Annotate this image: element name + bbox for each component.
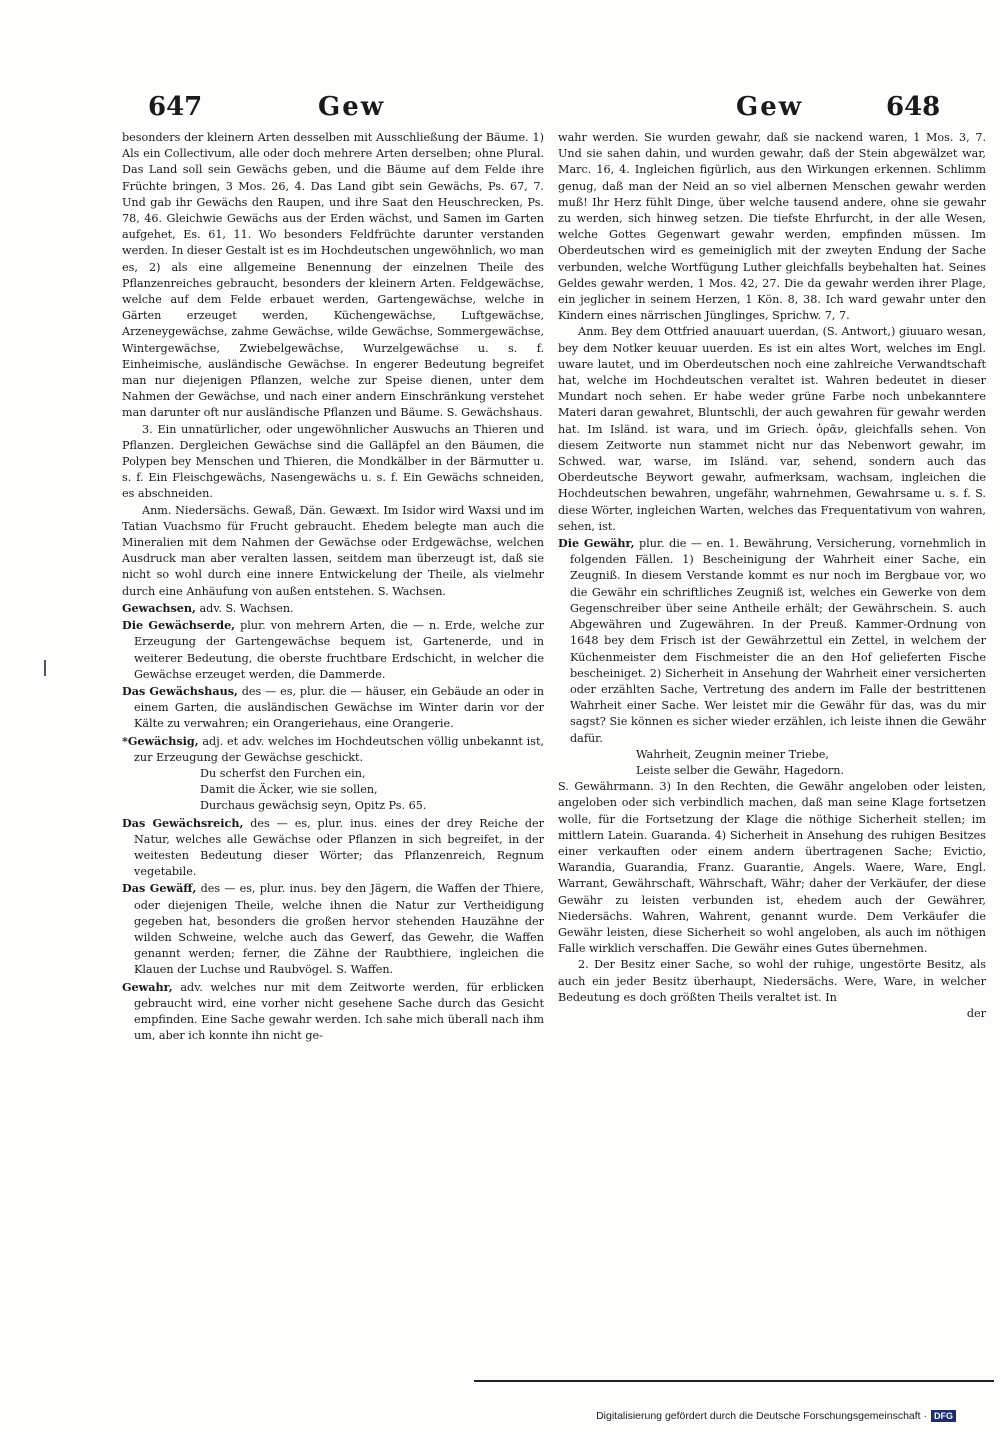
verse-line: Damit die Äcker, wie sie sollen, xyxy=(200,783,378,797)
verse-line: Du scherfst den Furchen ein, xyxy=(200,766,366,780)
verse-quote xyxy=(558,747,986,779)
margin-mark xyxy=(44,660,46,676)
entry-lemma: Das Gewächsreich, xyxy=(122,815,244,830)
entry-definition: plur. die — en. 1. Bewährung, Versicherung, vornehmlich in folgenden Fällen. 1) Bescheinigung der Wahrheit einer Sache, ein Zeugniß. In diesem Verstande kommt es nur noch im Bergbaue vor, wo die Gewähr ein schriftliches Zeugniß ist, welches ein Gewerke von dem Gegenschreiber über seine Antheile erhält; der Gewährschein. S. auch Abgewähren und Zugewähren. In der Preuß. Kammer-Ordnung von 1648 bey dem Frisch ist der Gewährzettul ein Zettel, in welchem der Küchenmeister dem Fischmeister die an den Hof gelieferten Fische bescheiniget. 2) Sicherheit in Ansehung der Wahrheit einer versicherten oder erzählten Sache, Vertretung des andern im Falle der bestrittenen Wahrheit einer Sache. Wer leistet mir die Gewähr für das, was du mir sagst? Sie können es sicher wieder erzählen, ich leiste ihnen die Gewähr dafür. xyxy=(570,537,987,745)
catchword: der xyxy=(966,1006,986,1020)
text-paragraph: Anm. Bey dem Ottfried anauuart uuerdan, (S. Antwort,) giuuaro wesan, bey dem Notker keuuar uuerden. Es ist ein altes Wort, welches im Engl. uware lautet, und im Oberdeutschen noch eine zahlreiche Verwandtschaft hat, welche im Hochdeutschen veraltet ist. Wahren bedeutet in dieser Mundart noch sehen. Er habe weder grüne Farbe noch unbekanntere Materi daran gewahret, Bluntschli, der auch gewahren für gewahr werden hat. Im Isländ. ist wara, und im Griech. ὁρᾶν, gleichfalls sehen. Von diesem Zeitworte nun stammet nicht nur das Nebenwort gewahr, im Schwed. war, warse, im Isländ. var, sehend, sondern auch das Oberdeutsche Beywort gewahr, aufmerksam, wachsam, ingleichen die Hochdeutschen bewahren, ungefähr, wahrnehmen, Gewahrsame u. s. f. S. diese Wörter, ingleichen Warten, welches das Frequentativum von wahren, sehen, ist. xyxy=(558,325,986,533)
entry-lemma: Das Gewäff, xyxy=(122,881,197,896)
footer-credit: Digitalisierung gefördert durch die Deutsche Forschungsgemeinschaft · xyxy=(596,1410,927,1422)
text-paragraph: 2. Der Besitz einer Sache, so wohl der ruhige, ungestörte Besitz, als auch ein jeder Besitz überhaupt, Niedersächs. Were, Ware, in welcher Bedeutung es doch größten Theils veraltet ist. In xyxy=(558,958,986,1004)
entry-definition: adv. welches nur mit dem Zeitworte werden, für erblicken gebraucht wird, eine vorher nicht gesehene Sache durch das Gesicht empfinden. Eine Sache gewahr werden. Ich sahe mich überall nach ihm um, aber ich konnte ihn nicht ge- xyxy=(134,980,544,1043)
entry-definition: des — es, plur. inus. eines der drey Reiche der Natur, welches alle Gewächse oder Pflanzen in sich begreifet, in der weitesten Bedeutung dieser Wörter; das Pflanzenreich, Regnum vegetabile. xyxy=(134,816,544,879)
entry-lemma: Gewachsen, xyxy=(122,600,196,615)
verse-quote xyxy=(122,766,544,815)
left-page-number: 647 xyxy=(148,92,203,122)
text-paragraph: besonders der kleinern Arten desselben mit Ausschließung der Bäume. 1) Als ein Collectivum, alle oder doch mehrere Arten derselben; ohne Plural. Das Land soll sein Gewächs geben, und die Bäume auf dem Felde ihre Früchte bringen, 3 Mos. 26, 4. Das Land gibt sein Gewächs, Ps. 67, 7. Und gab ihr Gewächs den Raupen, und ihre Saat den Heuschrecken, Ps. 78, 46. Gleichwie Gewächs aus der Erden wächst, und Samen im Garten aufgehet, Es. 61, 11. Wo besonders Feldfrüchte darunter verstanden werden. In dieser Gestalt ist es im Hochdeutschen ungewöhnlich, wo man es, 2) als eine allgemeine Benennung der einzelnen Theile des Pflanzenreiches gebraucht, besonders der kleinern Arten. Feldgewächse, welche auf dem Felde erbauet werden, Gartengewächse, welche in Gärten erzeuget werden, Küchengewächse, Luftgewächse, Arzeneygewächse, zahme Gewächse, wilde Gewächse, Sommergewächse, Wintergewächse, Zwiebelgewächse, Wurzelgewächse u. s. f. Einheimische, ausländische Gewächse. In engerer Bedeutung begreifet man nur diejenigen Pflanzen, welche zur Speise dienen, unter dem Nahmen der Gewächse, und nach einer andern Einschränkung verstehet man darunter oft nur ausländische Pflanzen und Bäume. S. Gewächshaus. xyxy=(122,131,544,420)
entry-definition: des — es, plur. inus. bey den Jägern, die Waffen der Thiere, oder diejenigen Theile, welche ihnen die Natur zur Vertheidigung gegeben hat, besonders die großen hervor stehenden Hauzähne der wilden Schweine, welche auch das Gewerf, das Gewehr, die Waffen genannt werden; ferner, die Zähne der Raubthiere, ingleichen die Klauen der Luchse und Raubvögel. S. Waffen. xyxy=(134,882,544,977)
text-paragraph: 3. Ein unnatürlicher, oder ungewöhnlicher Auswuchs an Thieren und Pflanzen. Dergleichen Gewächse sind die Galläpfel an den Bäumen, die Polypen bey Menschen und Thieren, die Mondkälber in der Bärmutter u. s. f. Ein Fleischgewächs, Nasengewächs u. s. f. Ein Gewächs schneiden, es abschneiden. xyxy=(122,422,544,501)
entry-lemma: Gewahr, xyxy=(122,979,173,994)
entry-lemma: Die Gewähr, xyxy=(558,536,635,551)
dictionary-entry xyxy=(122,600,544,617)
entry-definition: plur. von mehrern Arten, die — n. Erde, welche zur Erzeugung der Gartengewächse bequem ist, Gartenerde, und in weiterer Bedeutung, die oberste fruchtbare Erdschicht, in welcher die Gewächse erzeuget werden, die Dammerde. xyxy=(134,619,545,681)
dictionary-entry xyxy=(558,535,986,747)
text-paragraph: S. Gewährmann. 3) In den Rechten, die Gewähr angeloben oder leisten, angeloben oder sich verbindlich machen, daß man seine Klage fortsetzen wolle, für die Fortsetzung der Klage die nöthige Sicherheit stellen; im mittlern Latein. Guaranda. 4) Sicherheit in Ansehung des ruhigen Besitzes einer verkauften oder einem andern übertragenen Sache; Evictio, Warandia, Guarandia, Franz. Guarantie, Angels. Waere, Ware, Engl. Warrant, Gewährschaft, Währschaft, Währ; daher der Verkäufer, der diese Gewähr zu leisten verbunden ist, ehedem auch der Gewährer, Niedersächs. Wahren, Wahrent, genannt wurde. Dem Verkäufer die Gewähr leisten, diese Sicherheit so wohl angeloben, als auch im nöthigen Falle wirklich verschaffen. Die Gewähr eines Gutes übernehmen. xyxy=(558,780,986,956)
footer-rule xyxy=(474,1380,994,1382)
dictionary-entry xyxy=(122,617,544,683)
entry-lemma: Die Gewächserde, xyxy=(122,618,236,633)
dictionary-entry xyxy=(122,979,544,1045)
right-text-column xyxy=(558,130,986,1022)
dictionary-entry xyxy=(122,733,544,766)
text-paragraph: wahr werden. Sie wurden gewahr, daß sie nackend waren, 1 Mos. 3, 7. Und sie sahen dahin, und wurden gewahr, daß der Stein abgewälzet war, Marc. 16, 4. Ingleichen figürlich, aus den Wirkungen erkennen. Schlimm genug, daß man der Neid an so viel albernen Menschen gewahr werden muß! Ihr Herz fühlt Dinge, über welche tausend andere, ohne sie gewahr zu werden, sich hinweg setzen. Die tiefste Ehrfurcht, in der alle Wesen, welche Gottes Gegenwart gewahr werden, empfinden müssen. Im Oberdeutschen wird es gemeiniglich mit der zweyten Endung der Sache verbunden, welche Wortfügung Luther gleichfalls beybehalten hat. Seines Geldes gewahr werden, 1 Mos. 42, 27. Die da gewahr werden ihrer Plage, ein jeglicher in seinem Herzen, 1 Kön. 8, 38. Ich ward gewahr unter den Kindern eines närrischen Jünglinges, Sprichw. 7, 7. xyxy=(558,131,986,323)
left-running-headword: Gew xyxy=(318,92,386,122)
text-paragraph: Anm. Niedersächs. Gewaß, Dän. Gewæxt. Im Isidor wird Waxsi und im Tatian Vuachsmo für Frucht gebraucht. Ehedem belegte man auch die Mineralien mit dem Nahmen der Gewächse oder Erdgewächse, welchen Ausdruck man aber veralten lassen, seitdem man überzeugt ist, daß sie nicht so wohl durch eine innere Entwickelung der Theile, als vielmehr durch eine Anhäufung von außen entstehen. S. Wachsen. xyxy=(122,503,544,598)
footer xyxy=(596,1410,956,1422)
verse-line: Wahrheit, Zeugnin meiner Triebe, xyxy=(636,747,829,761)
right-page-number: 648 xyxy=(886,92,941,122)
verse-line: Leiste selber die Gewähr, Hagedorn. xyxy=(636,763,845,777)
right-running-headword: Gew xyxy=(736,92,804,122)
verse-line: Durchaus gewächsig seyn, Opitz Ps. 65. xyxy=(200,799,427,813)
entry-lemma: *Gewächsig, xyxy=(122,733,199,748)
entry-definition: des — es, plur. die — häuser, ein Gebäude an oder in einem Garten, die ausländischen Gewächse im Winter darin vor der Kälte zu verwahren; ein Orangeriehaus, eine Orangerie. xyxy=(134,684,544,731)
dfg-logo-icon: DFG xyxy=(931,1410,956,1422)
entry-lemma: Das Gewächshaus, xyxy=(122,683,238,698)
dictionary-entry xyxy=(122,683,544,733)
entry-definition: adj. et adv. welches im Hochdeutschen völlig unbekannt ist, zur Erzeugung der Gewächse geschickt. xyxy=(134,734,544,764)
dictionary-entry xyxy=(122,815,544,881)
entry-definition: adv. S. Wachsen. xyxy=(195,601,294,615)
left-text-column xyxy=(122,130,544,1044)
dictionary-entry xyxy=(122,880,544,978)
